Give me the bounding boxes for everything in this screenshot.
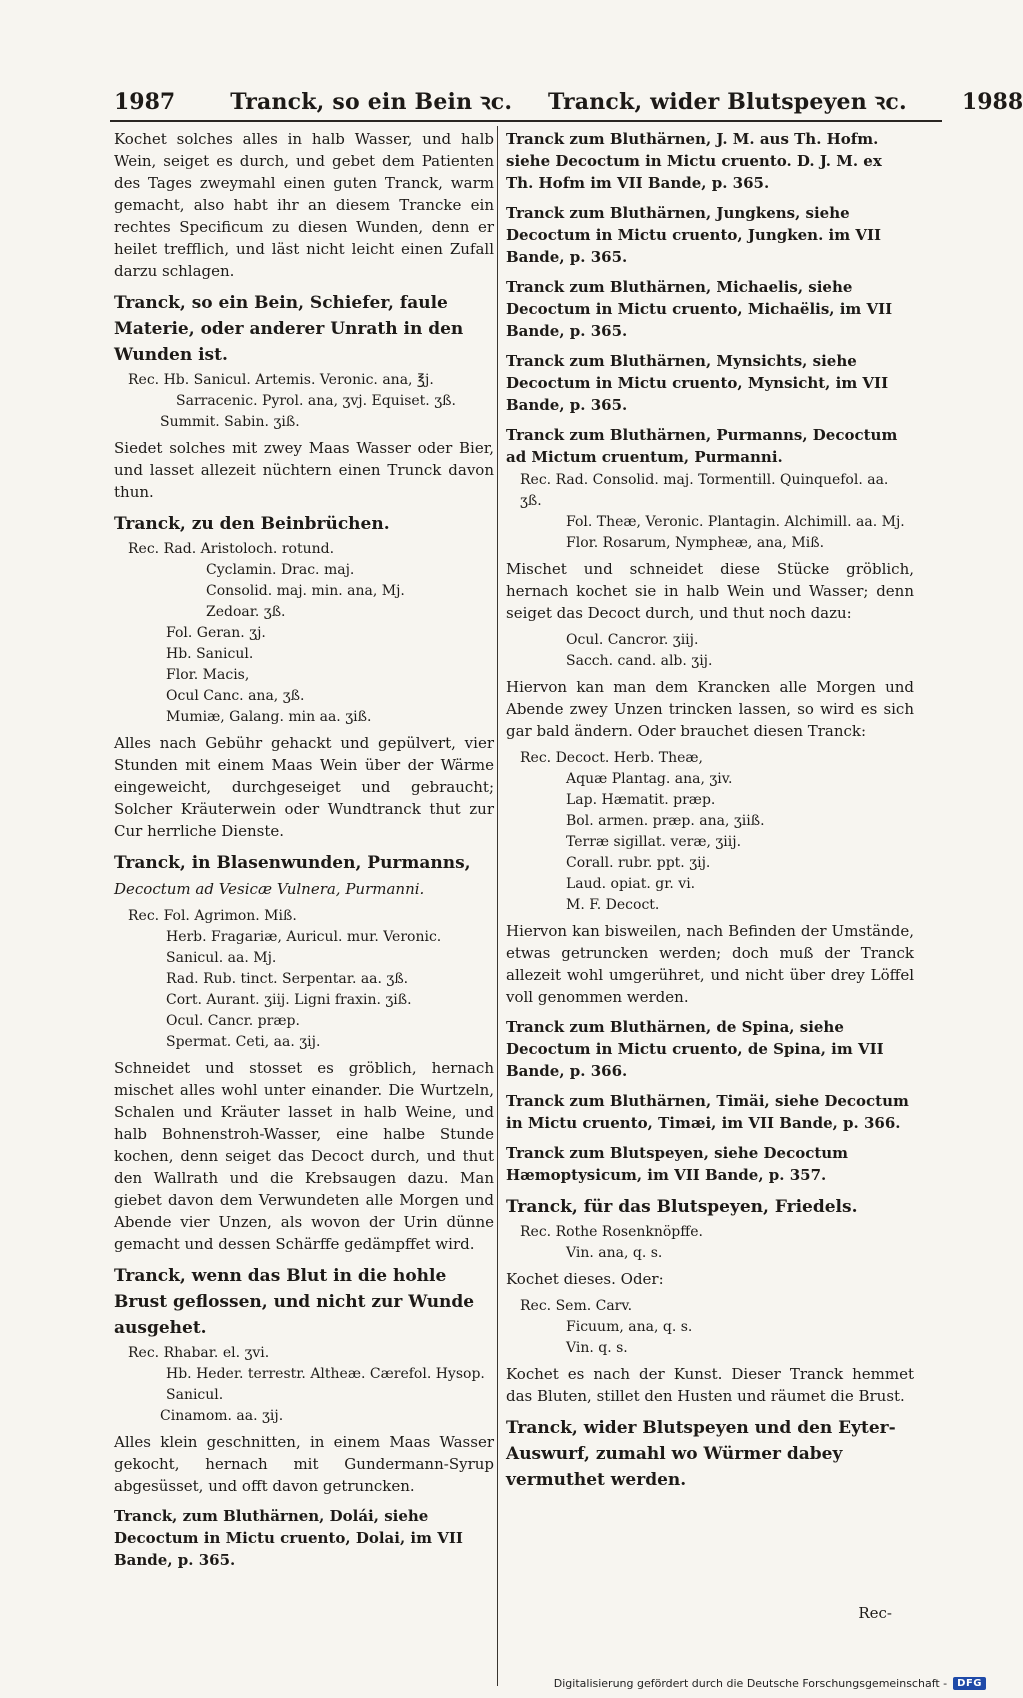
recipe-line: Ocul Canc. ana, ʒß. [166,688,305,704]
recipe-line: Lap. Hæmatit. præp. [566,792,716,808]
paragraph: Mischet und schneidet diese Stücke gröblich, hernach kochet sie in halb Wein und Wasser; denn seiget das Decoct durch, und thut noch dazu: [506,560,914,622]
recipe-line: Hb. Sanicul. [166,646,254,662]
recipe-line: Rec. Sem. Carv. [520,1298,633,1314]
recipe-line: Ficuum, ana, q. s. [566,1319,693,1335]
recipe-line: Fol. Theæ, Veronic. Plantagin. Alchimill. aa. Mj. [566,514,905,530]
dfg-logo-icon: DFG [953,1677,986,1690]
header-right [548,86,1023,120]
digitization-footer [554,1677,986,1690]
recipe-line: Rec. Decoct. Herb. Theæ, [520,750,704,766]
entry-heading: Tranck zum Bluthärnen, J. M. aus Th. Hofm. siehe Decoctum in Mictu cruento. D. J. M. ex Th. Hofm im VII Bande, p. 365. [506,130,882,192]
recipe-line: Corall. rubr. ppt. ʒij. [566,855,711,871]
recipe-line: Rec. Rothe Rosenknöpffe. [520,1224,703,1240]
entry-heading: Tranck zum Bluthärnen, Mynsichts, siehe Decoctum in Mictu cruento, Mynsicht, im VII Bande, p. 365. [506,352,889,414]
recipe-line: Fol. Geran. ʒj. [166,625,266,641]
paragraph: Kochet dieses. Oder: [506,1270,664,1288]
recipe-line: Cyclamin. Drac. maj. [206,562,355,578]
paragraph: Alles nach Gebühr gehackt und gepülvert, vier Stunden mit einem Maas Wein über der Wärme eingeweicht, durchgeseiget und gebraucht; Solcher Kräuterwein oder Wundtranck thut zur Cur herrliche Dienste. [114,734,494,840]
entry-heading: Tranck, zu den Beinbrüchen. [114,514,390,534]
column-divider [497,126,498,1686]
recipe-line: Sarracenic. Pyrol. ana, ʒvj. Equiset. ʒß. [176,393,456,409]
entry-heading: Tranck, wider Blutspeyen und den Eyter-Auswurf, zumahl wo Würmer dabey vermuthet werden. [506,1418,896,1490]
recipe-line: Zedoar. ʒß. [206,604,286,620]
paragraph: Schneidet und stosset es gröblich, hernach mischet alles wohl unter einander. Die Wurtzeln, Schalen und Kräuter lasset in halb Weine, und halb Bohnenstroh-Wasser, eine halbe Stunde kochen, denn seiget das Decoct durch, und thut den Wallrath und die Krebsaugen dazu. Man giebet davon dem Verwundeten alle Morgen und Abende vier Unzen, als wovon der Urin dünne gemacht und dessen Schärffe gedämpffet wird. [114,1059,494,1253]
footer-text: Digitalisierung gefördert durch die Deutsche Forschungsgemeinschaft - [553,1677,948,1690]
recipe-line: Rec. Fol. Agrimon. Miß. [128,908,297,924]
paragraph: Siedet solches mit zwey Maas Wasser oder Bier, und lasset allezeit nüchtern einen Trunck davon thun. [114,439,494,501]
entry-heading: Tranck, wenn das Blut in die hohle Brust geflossen, und nicht zur Wunde ausgehet. [114,1266,475,1338]
recipe-line: Rec. Rad. Aristoloch. rotund. [128,541,335,557]
recipe-line: Herb. Fragariæ, Auricul. mur. Veronic. Sanicul. aa. Mj. [166,929,442,966]
recipe-line: Rad. Rub. tinct. Serpentar. aa. ʒß. [166,971,409,987]
entry-heading: Tranck, in Blasenwunden, Purmanns, [114,853,471,873]
entry-heading: Tranck zum Blutspeyen, siehe Decoctum Hæmoptysicum, im VII Bande, p. 357. [506,1144,849,1184]
header-rule [110,120,942,123]
entry-heading: Tranck zum Bluthärnen, Timäi, siehe Decoctum in Mictu cruento, Timæi, im VII Bande, p. 366. [506,1092,909,1132]
paragraph: Kochet es nach der Kunst. Dieser Tranck hemmet das Bluten, stillet den Husten und räumet die Brust. [506,1365,914,1405]
recipe-line: Cinamom. aa. ʒij. [160,1408,284,1424]
recipe-line: Bol. armen. præp. ana, ʒiiß. [566,813,765,829]
recipe-line: Spermat. Ceti, aa. ʒij. [166,1034,321,1050]
right-column [506,128,914,1495]
left-column [114,128,494,1573]
paragraph: Hiervon kan bisweilen, nach Befinden der Umstände, etwas getruncken werden; doch muß der Tranck allezeit wohl umgerühret, und nicht über drey Löffel voll genommen werden. [506,922,914,1006]
recipe-line: Consolid. maj. min. ana, Mj. [206,583,405,599]
recipe-line: Rec. Rhabar. el. ʒvi. [128,1345,270,1361]
recipe-line: Flor. Macis, [166,667,250,683]
recipe-line: Hb. Heder. terrestr. Altheæ. Cærefol. Hysop. Sanicul. [166,1366,485,1403]
recipe-line: Flor. Rosarum, Nympheæ, ana, Miß. [566,535,825,551]
recipe-line: Vin. ana, q. s. [566,1245,663,1261]
recipe-line: Rec. Hb. Sanicul. Artemis. Veronic. ana, ℥j. [128,372,434,388]
entry-heading: Tranck, zum Bluthärnen, Dolái, siehe Decoctum in Mictu cruento, Dolai, im VII Bande, p. 365. [114,1507,463,1569]
left-page-number: 1987 [114,89,176,115]
entry-heading: Tranck, für das Blutspeyen, Friedels. [506,1197,858,1217]
recipe-line: Ocul. Cancror. ʒiij. [566,632,699,648]
recipe-line: Vin. q. s. [566,1340,628,1356]
recipe-line: M. F. Decoct. [566,897,660,913]
paragraph: Alles klein geschnitten, in einem Maas Wasser gekocht, hernach mit Gundermann-Syrup abgesüsset, und offt davon getruncken. [114,1433,494,1495]
recipe-line: Rec. Rad. Consolid. maj. Tormentill. Quinquefol. aa. ʒß. [520,472,889,509]
recipe-line: Ocul. Cancr. præp. [166,1013,300,1029]
entry-heading: Tranck, so ein Bein, Schiefer, faule Materie, oder anderer Unrath in den Wunden ist. [114,293,464,365]
entry-heading: Tranck zum Bluthärnen, Purmanns, Decoctum ad Mictum cruentum, Purmanni. [506,426,898,466]
recipe-line: Laud. opiat. gr. vi. [566,876,696,892]
header-left [114,86,512,120]
recipe-line: Terræ sigillat. veræ, ʒiij. [566,834,742,850]
right-page-number: 1988 [961,89,1023,115]
paragraph: Kochet solches alles in halb Wasser, und halb Wein, seiget es durch, und gebet dem Patienten des Tages zweymahl einen guten Tranck, warm gemacht, also habt ihr an diesem Trancke ein rechtes Specificum zu diesen Wunden, denn er heilet trefflich, und läst nicht leicht einen Zufall darzu schlagen. [114,130,494,280]
entry-heading: Tranck zum Bluthärnen, Jungkens, siehe Decoctum in Mictu cruento, Jungken. im VII Bande, p. 365. [506,204,881,266]
recipe-line: Sacch. cand. alb. ʒij. [566,653,713,669]
paragraph: Hiervon kan man dem Krancken alle Morgen und Abende zwey Unzen trincken lassen, so wird es sich gar bald ändern. Oder brauchet diesen Tranck: [506,678,914,740]
left-running-title: Tranck, so ein Bein ꝛc. [230,89,513,115]
recipe-line: Summit. Sabin. ʒiß. [160,414,300,430]
catchword: Rec- [858,1604,892,1622]
recipe-line: Mumiæ, Galang. min aa. ʒiß. [166,709,372,725]
right-running-title: Tranck, wider Blutspeyen ꝛc. [548,89,907,115]
recipe-line: Aquæ Plantag. ana, ʒiv. [566,771,733,787]
entry-heading: Tranck zum Bluthärnen, Michaelis, siehe Decoctum in Mictu cruento, Michaëlis, im VII Bande, p. 365. [506,278,893,340]
entry-heading: Tranck zum Bluthärnen, de Spina, siehe Decoctum in Mictu cruento, de Spina, im VII Bande, p. 366. [506,1018,884,1080]
entry-subheading: Decoctum ad Vesicæ Vulnera, Purmanni. [114,880,425,898]
recipe-line: Cort. Aurant. ʒiij. Ligni fraxin. ʒiß. [166,992,412,1008]
